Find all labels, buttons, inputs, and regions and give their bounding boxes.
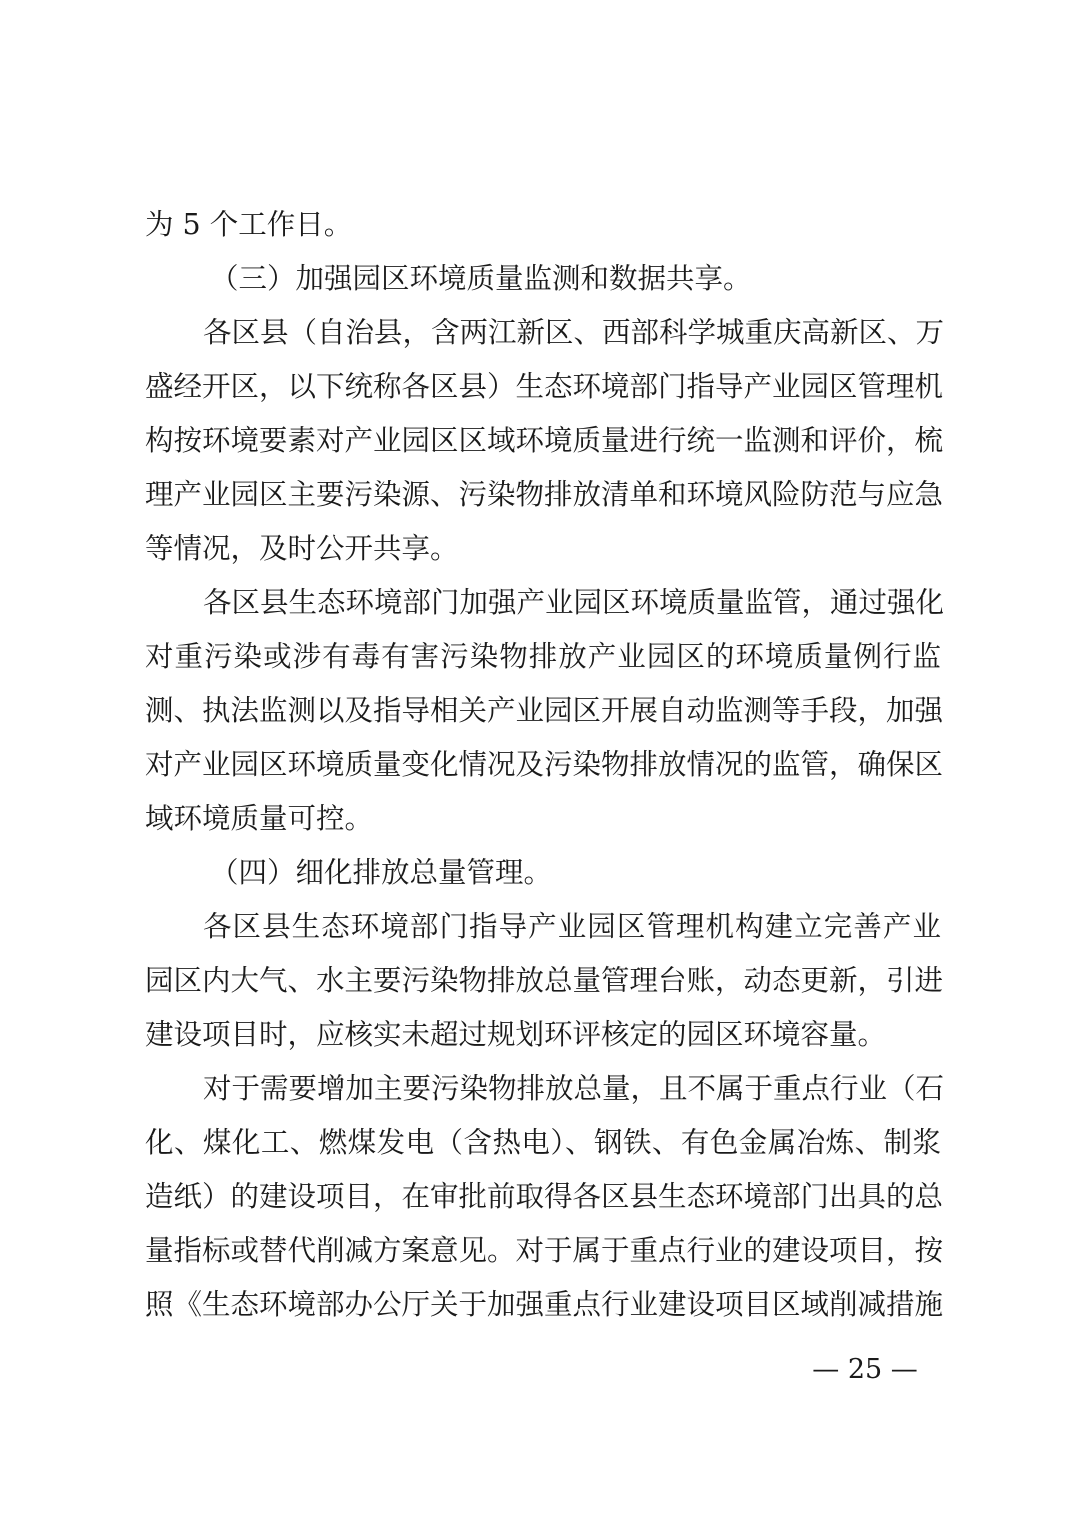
page-number: — 25 —: [812, 1354, 918, 1385]
text-line: [0, 738, 1074, 792]
text-line: [0, 900, 1074, 954]
paragraph-line: 对重污染或涉有毒有害污染物排放产业园区的环境质量例行监: [145, 640, 941, 673]
paragraph-line: 构按环境要素对产业园区区域环境质量进行统一监测和评价，梳: [145, 424, 944, 457]
text-line: [0, 522, 1074, 576]
text-line: [0, 1062, 1074, 1116]
paragraph-line: 盛经开区，以下统称各区县）生态环境部门指导产业园区管理机: [145, 370, 944, 403]
text-line: [0, 954, 1074, 1008]
text-line: [0, 1116, 1074, 1170]
section-heading-3: （三）加强园区环境质量监测和数据共享。: [210, 262, 752, 295]
section-heading-4: （四）细化排放总量管理。: [210, 856, 553, 889]
paragraph-line: 造纸）的建设项目，在审批前取得各区县生态环境部门出具的总: [145, 1180, 944, 1213]
paragraph-end-line: 域环境质量可控。: [145, 802, 374, 835]
text-line: [0, 1170, 1074, 1224]
text-line: [0, 414, 1074, 468]
text-line: [0, 306, 1074, 360]
paragraph-line: 园区内大气、水主要污染物排放总量管理台账，动态更新，引进: [145, 964, 944, 997]
paragraph-end-line: 建设项目时，应核实未超过规划环评核定的园区环境容量。: [145, 1018, 887, 1051]
paragraph-first-line: 各区县（自治县，含两江新区、西部科学城重庆高新区、万: [203, 316, 945, 349]
text-line: [0, 468, 1074, 522]
paragraph-line: 测、执法监测以及指导相关产业园区开展自动监测等手段，加强: [145, 694, 944, 727]
paragraph-first-line: 各区县生态环境部门指导产业园区管理机构建立完善产业: [203, 910, 941, 943]
text-line: [0, 1224, 1074, 1278]
paragraph-first-line: 各区县生态环境部门加强产业园区环境质量监管，通过强化: [203, 586, 945, 619]
paragraph-end-line: 等情况，及时公开共享。: [145, 532, 459, 565]
text-line: [0, 198, 1074, 252]
text-line: [0, 576, 1074, 630]
text-line: [0, 1008, 1074, 1062]
paragraph-line: 量指标或替代削减方案意见。对于属于重点行业的建设项目，按: [145, 1234, 944, 1267]
paragraph-line: 对产业园区环境质量变化情况及污染物排放情况的监管，确保区: [145, 748, 944, 781]
paragraph-line: 照《生态环境部办公厅关于加强重点行业建设项目区域削减措施: [145, 1288, 944, 1321]
paragraph-first-line: 对于需要增加主要污染物排放总量，且不属于重点行业（石: [203, 1072, 945, 1105]
paragraph-end-line: 为 5 个工作日。: [145, 208, 353, 241]
text-line: [0, 846, 1074, 900]
paragraph-line: 理产业园区主要污染源、污染物排放清单和环境风险防范与应急: [145, 478, 944, 511]
paragraph-line: 化、煤化工、燃煤发电（含热电）、钢铁、有色金属冶炼、制浆: [145, 1126, 941, 1159]
text-line: [0, 792, 1074, 846]
text-line: [0, 630, 1074, 684]
text-line: [0, 252, 1074, 306]
text-line: [0, 1278, 1074, 1332]
text-line: [0, 360, 1074, 414]
text-line: [0, 684, 1074, 738]
